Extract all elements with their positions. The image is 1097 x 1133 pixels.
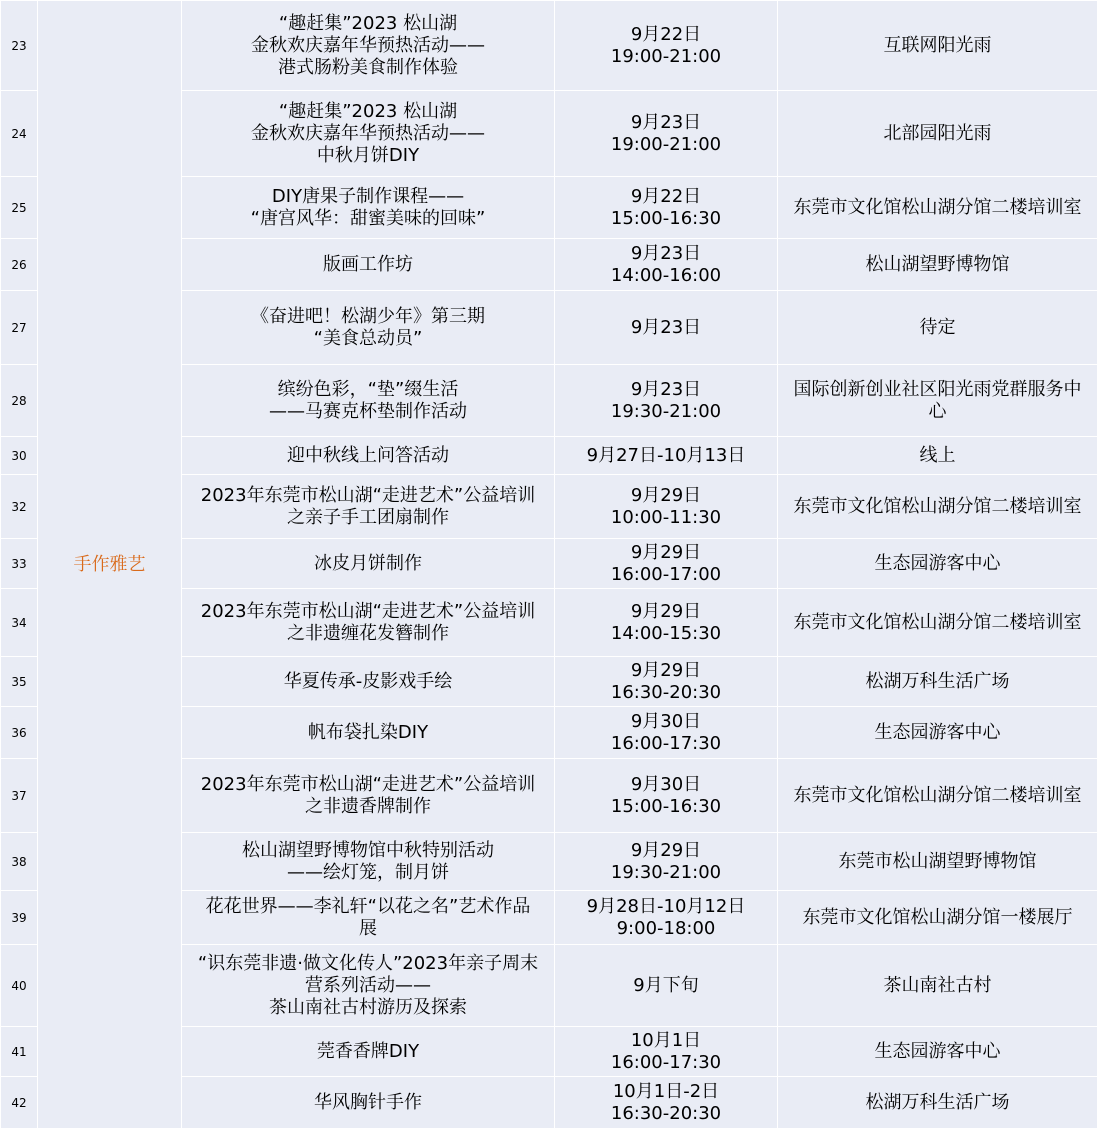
row-number: 39 <box>1 891 38 945</box>
activity-place-text: 待定 <box>919 316 956 338</box>
activity-name-text: 版画工作坊 <box>323 253 413 275</box>
activity-time-text: 9月27日-10月13日 <box>586 444 746 466</box>
row-number: 25 <box>1 177 38 239</box>
activity-name <box>182 833 555 891</box>
activity-place <box>778 177 1097 239</box>
row-number: 33 <box>1 539 38 589</box>
activity-time-text: 9月29日 16:00-17:00 <box>610 541 722 585</box>
activity-place <box>778 657 1097 707</box>
activity-time-text: 9月30日 15:00-16:30 <box>610 773 722 817</box>
row-number: 27 <box>1 291 38 365</box>
activity-time <box>555 891 778 945</box>
activity-place-text: 线上 <box>919 444 956 466</box>
activity-place <box>778 91 1097 177</box>
activity-place <box>778 891 1097 945</box>
activity-time <box>555 707 778 759</box>
activity-time-text: 9月28日-10月12日 9:00-18:00 <box>586 895 746 939</box>
activity-place <box>778 239 1097 291</box>
row-number: 32 <box>1 475 38 539</box>
row-number: 24 <box>1 91 38 177</box>
activity-time-text: 9月22日 15:00-16:30 <box>610 185 722 229</box>
activity-time-text: 9月23日 <box>630 316 702 338</box>
activity-name-text: 2023年东莞市松山湖“走进艺术”公益培训 之非遗香牌制作 <box>200 773 536 817</box>
activity-name <box>182 437 555 475</box>
activity-name-text: 2023年东莞市松山湖“走进艺术”公益培训 之非遗缠花发簪制作 <box>200 600 536 644</box>
activity-name-text: 冰皮月饼制作 <box>314 552 422 574</box>
row-number: 35 <box>1 657 38 707</box>
activity-name <box>182 891 555 945</box>
activity-name-text: 华风胸针手作 <box>314 1091 422 1113</box>
activity-name <box>182 657 555 707</box>
activity-time <box>555 177 778 239</box>
activity-name <box>182 1077 555 1129</box>
activity-place-text: 东莞市文化馆松山湖分馆二楼培训室 <box>793 495 1082 517</box>
activity-time <box>555 291 778 365</box>
activity-name <box>182 291 555 365</box>
activity-time <box>555 539 778 589</box>
activity-place-text: 松山湖望野博物馆 <box>865 253 1010 275</box>
activity-place <box>778 365 1097 437</box>
activity-place <box>778 1027 1097 1077</box>
activity-place <box>778 539 1097 589</box>
activity-place <box>778 1 1097 91</box>
activity-time-text: 9月23日 14:00-16:00 <box>610 242 722 286</box>
row-number: 28 <box>1 365 38 437</box>
activity-place-text: 东莞市松山湖望野博物馆 <box>838 850 1037 872</box>
activity-time <box>555 239 778 291</box>
activity-place-text: 东莞市文化馆松山湖分馆二楼培训室 <box>793 196 1082 218</box>
activity-time <box>555 833 778 891</box>
activity-place-text: 松湖万科生活广场 <box>865 1091 1010 1113</box>
activity-place-text: 北部园阳光雨 <box>883 122 992 144</box>
activity-place <box>778 1077 1097 1129</box>
activity-place-text: 东莞市文化馆松山湖分馆一楼展厅 <box>802 906 1073 928</box>
activity-name <box>182 239 555 291</box>
activity-place-text: 松湖万科生活广场 <box>865 670 1010 692</box>
activity-name-text: 《奋进吧！松湖少年》第三期 “美食总动员” <box>251 305 485 349</box>
activity-time <box>555 1 778 91</box>
activity-place <box>778 759 1097 833</box>
activity-time <box>555 1027 778 1077</box>
activity-name <box>182 707 555 759</box>
activity-time-text: 9月29日 16:30-20:30 <box>610 659 722 703</box>
activity-name <box>182 539 555 589</box>
activity-time-text: 9月23日 19:00-21:00 <box>610 111 722 155</box>
activity-name <box>182 759 555 833</box>
activity-place <box>778 945 1097 1027</box>
activity-name <box>182 945 555 1027</box>
activity-name-text: 莞香香牌DIY <box>316 1040 420 1062</box>
activity-name <box>182 475 555 539</box>
activity-place-text: 生态园游客中心 <box>874 1040 1001 1062</box>
activity-name-text: 帆布袋扎染DIY <box>307 721 429 743</box>
activity-place-text: 东莞市文化馆松山湖分馆二楼培训室 <box>793 784 1082 806</box>
row-number: 36 <box>1 707 38 759</box>
activity-name <box>182 1027 555 1077</box>
activity-time-text: 10月1日-2日 16:30-20:30 <box>610 1080 722 1124</box>
activity-time <box>555 759 778 833</box>
activity-time <box>555 1077 778 1129</box>
activity-place <box>778 707 1097 759</box>
activity-time <box>555 945 778 1027</box>
row-number: 38 <box>1 833 38 891</box>
activity-time <box>555 365 778 437</box>
row-number: 30 <box>1 437 38 475</box>
activity-time <box>555 91 778 177</box>
activity-place <box>778 589 1097 657</box>
activity-time-text: 9月29日 14:00-15:30 <box>610 600 722 644</box>
activity-name-text: “趣赶集”2023 松山湖 金秋欢庆嘉年华预热活动—— 中秋月饼DIY <box>251 100 485 166</box>
activity-place-text: 互联网阳光雨 <box>883 34 992 56</box>
activity-name-text: 迎中秋线上问答活动 <box>287 444 449 466</box>
activity-place <box>778 475 1097 539</box>
activity-time-text: 9月23日 19:30-21:00 <box>610 378 722 422</box>
activity-name <box>182 91 555 177</box>
activity-time-text: 10月1日 16:00-17:30 <box>610 1029 722 1073</box>
activity-place-text: 茶山南社古村 <box>883 974 992 996</box>
activity-name-text: 2023年东莞市松山湖“走进艺术”公益培训 之亲子手工团扇制作 <box>200 484 536 528</box>
row-number: 37 <box>1 759 38 833</box>
activity-time <box>555 437 778 475</box>
activity-place-text: 生态园游客中心 <box>874 721 1001 743</box>
activity-name-text: “趣赶集”2023 松山湖 金秋欢庆嘉年华预热活动—— 港式肠粉美食制作体验 <box>251 12 485 78</box>
activity-time-text: 9月29日 19:30-21:00 <box>610 839 722 883</box>
row-number: 26 <box>1 239 38 291</box>
activity-time <box>555 589 778 657</box>
activity-name-text: 花花世界——李礼轩“以花之名”艺术作品 展 <box>205 895 531 939</box>
activity-table-body <box>1 1 1097 1129</box>
row-number: 40 <box>1 945 38 1027</box>
activity-time <box>555 475 778 539</box>
activity-place <box>778 437 1097 475</box>
activity-time-text: 9月29日 10:00-11:30 <box>610 484 722 528</box>
row-number: 42 <box>1 1077 38 1129</box>
activity-name-text: 松山湖望野博物馆中秋特别活动 ——绘灯笼，制月饼 <box>242 839 494 883</box>
activity-place <box>778 291 1097 365</box>
activity-time-text: 9月下旬 <box>633 974 699 996</box>
activity-time-text: 9月22日 19:00-21:00 <box>610 23 722 67</box>
activity-time-text: 9月30日 16:00-17:30 <box>610 710 722 754</box>
table-row <box>1 1 1097 91</box>
activity-place <box>778 833 1097 891</box>
activity-name-text: “识东莞非遗·做文化传人”2023年亲子周末 营系列活动—— 茶山南社古村游历及探索 <box>197 952 539 1018</box>
activity-name-text: DIY唐果子制作课程—— “唐宫风华：甜蜜美味的回味” <box>250 185 486 229</box>
activity-time <box>555 657 778 707</box>
activity-name-text: 缤纷色彩，“垫”缀生活 ——马赛克杯垫制作活动 <box>269 378 467 422</box>
activity-name-text: 华夏传承-皮影戏手绘 <box>283 670 453 692</box>
activity-place-text: 生态园游客中心 <box>874 552 1001 574</box>
activity-place-text: 东莞市文化馆松山湖分馆二楼培训室 <box>793 611 1082 633</box>
activity-name <box>182 589 555 657</box>
row-number: 34 <box>1 589 38 657</box>
activity-name <box>182 365 555 437</box>
activity-name <box>182 1 555 91</box>
activity-place-text: 国际创新创业社区阳光雨党群服务中 心 <box>793 378 1082 422</box>
row-number: 23 <box>1 1 38 91</box>
activity-name <box>182 177 555 239</box>
row-number: 41 <box>1 1027 38 1077</box>
category-label: 手作雅艺 <box>38 1 182 1129</box>
